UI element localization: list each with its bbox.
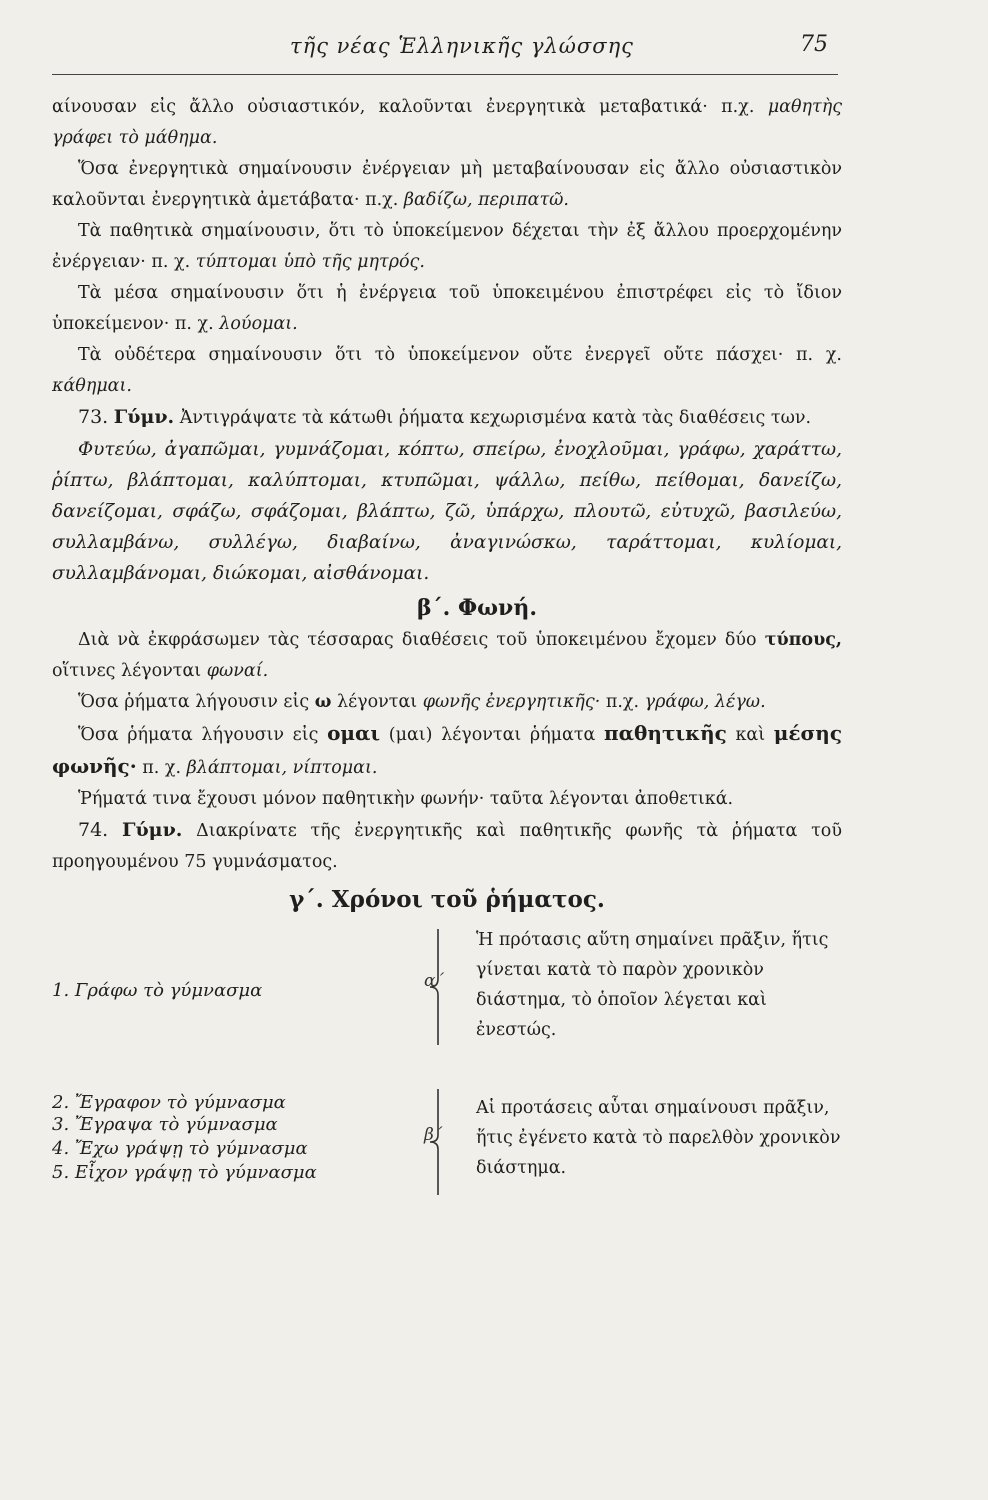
group-label: β΄ — [424, 1125, 443, 1145]
tense-example: 4. Ἔχω γράψῃ τὸ γύμνασμα — [52, 1138, 308, 1159]
bold-term: τύπους, — [764, 630, 842, 650]
paragraph-text: καὶ — [735, 725, 766, 745]
paragraph-text: λέγονται — [337, 692, 418, 712]
exercise-text: Ἀντιγράψατε τὰ κάτωθι ῥήματα κεχωρισμένα κατὰ τὰς διαθέσεις των. — [179, 408, 812, 428]
header-rule — [52, 74, 838, 75]
paragraph-transitive — [52, 92, 842, 154]
example-text: βαδίζω, περιπατῶ. — [403, 190, 569, 210]
bold-term: ω — [314, 692, 332, 712]
paragraph-text: Διὰ νὰ ἐκφράσωμεν τὰς τέσσαρας διαθέσεις τοῦ ὑποκειμένου ἔχομεν δύο — [78, 630, 757, 650]
paragraph-text: αίνουσαν εἰς ἄλλο οὐσιαστικόν, καλοῦνται ἐνεργητικὰ μεταβατικά· π.χ. — [52, 97, 755, 117]
italic-term: φωναί. — [206, 661, 269, 681]
tense-description: Ἡ πρότασις αὕτη σημαίνει πρᾶξιν, ἥτις γίνεται κατὰ τὸ παρὸν χρονικὸν διάστημα, τὸ ὁποῖον λέγεται καὶ ἐνεστώς. — [476, 930, 829, 1040]
paragraph-text: π.χ. — [605, 692, 640, 712]
verb-list: Φυτεύω, ἀγαπῶμαι, γυμνάζομαι, κόπτω, σπείρω, ἐνοχλοῦμαι, γράφω, χαράττω, ῥίπτω, βλάπτομαι, καλύπτομαι, κτυπῶμαι, ψάλλω, πείθω, πείθομαι, δανείζω, δανείζομαι, σφάζω, σφάζομαι, βλάπτω, ζῶ, ὑπάρχω, πλουτῶ, εὐτυχῶ, βασιλεύω, συλλαμβάνω, συλλέγω, διαβαίνω, ἀναγινώσκω, ταράττομαι, κυλίομαι, συλλαμβάνομαι, διώκομαι, αἰσθάνομαι. — [52, 439, 842, 584]
paragraph-text: Τὰ μέσα σημαίνουσιν ὅτι ἡ ἐνέργεια τοῦ ὑποκειμένου ἐπιστρέφει εἰς τὸ ἴδιον ὑποκείμενον· π. χ. — [52, 283, 842, 334]
paragraph-voice-intro — [52, 625, 842, 687]
exercise-number: 74. — [78, 819, 109, 841]
exercise-74 — [52, 815, 842, 878]
exercise-label: Γύμν. — [122, 819, 183, 841]
paragraph-text: (μαι) λέγονται ῥήματα — [388, 725, 596, 745]
paragraph-middle — [52, 278, 842, 340]
paragraph-text: Τὰ παθητικὰ σημαίνουσιν, ὅτι τὸ ὑποκείμενον δέχεται τὴν ἐξ ἄλλου προερχομένην ἐνέργειαν· π. χ. — [52, 221, 842, 272]
tense-example: 3. Ἔγραψα τὸ γύμνασμα — [52, 1114, 278, 1135]
example-text: βλάπτομαι, νίπτομαι. — [186, 758, 378, 778]
paragraph-text: οἵτινες λέγονται — [52, 661, 202, 681]
example-text: τύπτομαι ὑπὸ τῆς μητρός. — [195, 252, 425, 272]
bold-term: ομαι — [327, 721, 381, 745]
bold-term: παθητικῆς — [604, 721, 727, 745]
paragraph-neuter — [52, 340, 842, 402]
running-title: τῆς νέας Ἑλληνικῆς γλώσσης — [290, 34, 634, 58]
paragraph-passive — [52, 216, 842, 278]
example-text: κάθημαι. — [52, 376, 132, 396]
group-label: α΄ — [424, 971, 444, 991]
tense-example: 1. Γράφω τὸ γύμνασμα — [52, 980, 263, 1001]
paragraph-text: Ὅσα ῥήματα λήγουσιν εἰς — [78, 692, 310, 712]
paragraph-active-voice — [52, 687, 842, 718]
tense-description: Αἱ προτάσεις αὗται σημαίνουσι πρᾶξιν, ἥτις ἐγένετο κατὰ τὸ παρελθὸν χρονικὸν διάστημα. — [476, 1098, 841, 1178]
example-text: μαθητὴς γράφει τὸ μάθημα. — [52, 97, 842, 148]
bold-term: μέσης φωνῆς· — [52, 721, 842, 778]
example-text: λούομαι. — [219, 314, 298, 334]
paragraph-intransitive — [52, 154, 842, 216]
exercise-label: Γύμν. — [113, 406, 175, 428]
paragraph-deponent: Ῥήματά τινα ἔχουσι μόνον παθητικὴν φωνήν· ταῦτα λέγονται ἀποθετικά. — [78, 789, 734, 809]
paragraph-text: Ὅσα ῥήματα λήγουσιν εἰς — [78, 725, 319, 745]
exercise-73 — [52, 402, 842, 434]
tense-example: 5. Εἶχον γράψῃ τὸ γύμνασμα — [52, 1162, 317, 1183]
tense-example: 2. Ἔγραφον τὸ γύμνασμα — [52, 1092, 286, 1113]
exercise-text: Διακρίνατε τῆς ἐνεργητικῆς καὶ παθητικῆς φωνῆς τὰ ῥήματα τοῦ προηγουμένου 75 γυμνάσματος. — [52, 821, 842, 872]
tense-group-b — [52, 1079, 842, 1209]
paragraph-text: Τὰ οὐδέτερα σημαίνουσιν ὅτι τὸ ὑποκείμενον οὔτε ἐνεργεῖ οὔτε πάσχει· π. χ. — [78, 345, 842, 365]
running-header — [0, 28, 988, 68]
page-number: 75 — [800, 32, 828, 57]
paragraph-text: Ὅσα ἐνεργητικὰ σημαίνουσιν ἐνέργειαν μὴ μεταβαίνουσαν εἰς ἄλλο οὐσιαστικὸν καλοῦνται ἐνεργητικὰ ἀμετάβατα· π.χ. — [52, 159, 842, 210]
example-text: γράφω, λέγω. — [644, 692, 766, 712]
page-body — [52, 92, 842, 1209]
section-heading-voice: β΄. Φωνή. — [417, 595, 537, 621]
exercise-number: 73. — [78, 406, 109, 428]
section-heading-tenses: γ΄. Χρόνοι τοῦ ῥήματος. — [289, 886, 605, 913]
italic-term: φωνῆς ἐνεργητικῆς· — [422, 692, 601, 712]
paragraph-passive-voice — [52, 718, 842, 784]
tense-group-a — [52, 923, 842, 1053]
paragraph-text: π. χ. — [142, 758, 182, 778]
